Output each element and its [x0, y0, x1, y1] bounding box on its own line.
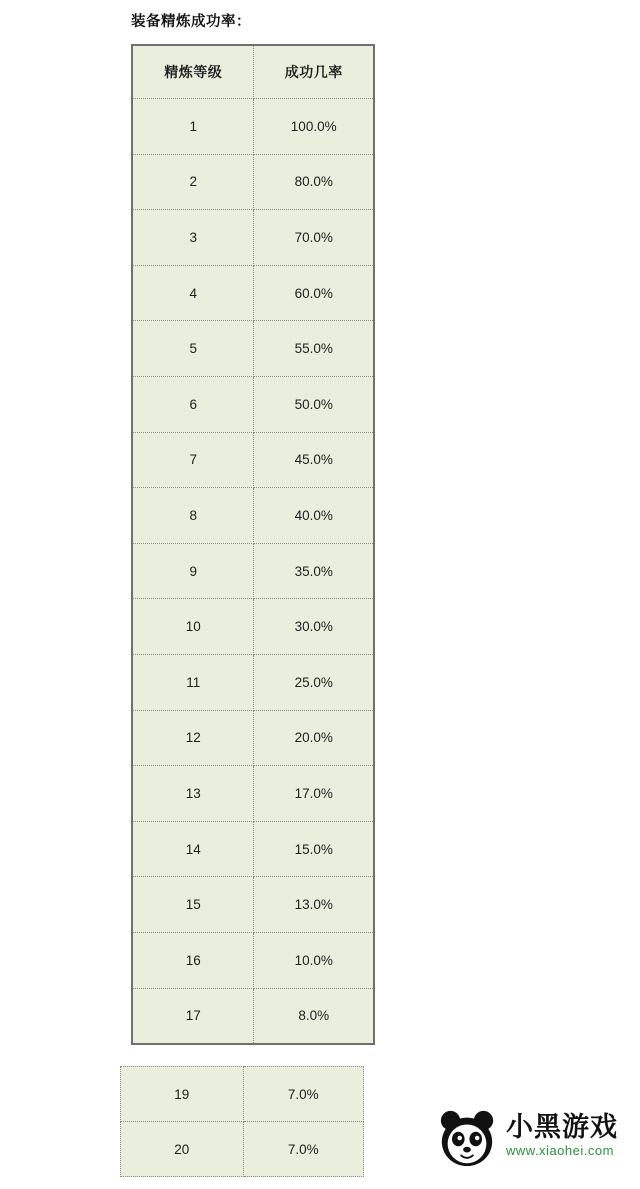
- cell-rate: 25.0%: [254, 654, 374, 710]
- table-row: [132, 543, 374, 599]
- table-row: [132, 988, 374, 1044]
- cell-level: 19: [121, 1067, 244, 1122]
- table-row: [132, 376, 374, 432]
- cell-level: 13: [132, 766, 254, 822]
- cell-rate: 60.0%: [254, 265, 374, 321]
- table-body: [132, 99, 374, 1045]
- cell-rate: 30.0%: [254, 599, 374, 655]
- cell-rate: 45.0%: [254, 432, 374, 488]
- table-row: [132, 265, 374, 321]
- column-header-rate: 成功几率: [254, 45, 374, 99]
- cell-rate: 13.0%: [254, 877, 374, 933]
- table-header-row: [132, 45, 374, 99]
- page-title: 装备精炼成功率：: [131, 14, 251, 30]
- table-row: [121, 1122, 364, 1177]
- cell-level: 8: [132, 488, 254, 544]
- site-watermark: [436, 1103, 626, 1175]
- watermark-site-name: 小黑游戏: [506, 1112, 618, 1142]
- cell-level: 12: [132, 710, 254, 766]
- table-row: [132, 877, 374, 933]
- cell-level: 17: [132, 988, 254, 1044]
- cell-level: 1: [132, 99, 254, 155]
- refine-success-rate-table-continued: [120, 1066, 364, 1177]
- table-body-continued: [121, 1067, 364, 1177]
- cell-level: 4: [132, 265, 254, 321]
- table-row: [132, 932, 374, 988]
- cell-rate: 70.0%: [254, 210, 374, 266]
- cell-rate: 7.0%: [243, 1122, 364, 1177]
- cell-level: 9: [132, 543, 254, 599]
- cell-rate: 35.0%: [254, 543, 374, 599]
- cell-rate: 50.0%: [254, 376, 374, 432]
- table-row: [121, 1067, 364, 1122]
- cell-level: 14: [132, 821, 254, 877]
- cell-rate: 17.0%: [254, 766, 374, 822]
- cell-level: 20: [121, 1122, 244, 1177]
- table-row: [132, 154, 374, 210]
- cell-level: 16: [132, 932, 254, 988]
- cell-rate: 55.0%: [254, 321, 374, 377]
- cell-rate: 15.0%: [254, 821, 374, 877]
- table-row: [132, 599, 374, 655]
- table-row: [132, 821, 374, 877]
- cell-level: 7: [132, 432, 254, 488]
- refine-success-rate-table: [131, 44, 375, 1045]
- cell-level: 6: [132, 376, 254, 432]
- table-row: [132, 210, 374, 266]
- cell-rate: 20.0%: [254, 710, 374, 766]
- watermark-site-url: www.xiaohei.com: [506, 1143, 614, 1158]
- panda-logo-icon: [436, 1107, 498, 1169]
- table-row: [132, 488, 374, 544]
- cell-rate: 100.0%: [254, 99, 374, 155]
- column-header-level: 精炼等级: [132, 45, 254, 99]
- cell-rate: 10.0%: [254, 932, 374, 988]
- cell-rate: 80.0%: [254, 154, 374, 210]
- table-row: [132, 710, 374, 766]
- cell-level: 11: [132, 654, 254, 710]
- cell-level: 3: [132, 210, 254, 266]
- cell-level: 5: [132, 321, 254, 377]
- table-row: [132, 99, 374, 155]
- cell-rate: 8.0%: [298, 1008, 330, 1024]
- cell-rate: 40.0%: [254, 488, 374, 544]
- table-row: [132, 432, 374, 488]
- cell-level: 10: [132, 599, 254, 655]
- table-header: [132, 45, 374, 99]
- table-row: [132, 766, 374, 822]
- cell-level: 15: [132, 877, 254, 933]
- cell-level: 2: [132, 154, 254, 210]
- table-row: [132, 321, 374, 377]
- table-row: [132, 654, 374, 710]
- cell-rate: 7.0%: [243, 1067, 364, 1122]
